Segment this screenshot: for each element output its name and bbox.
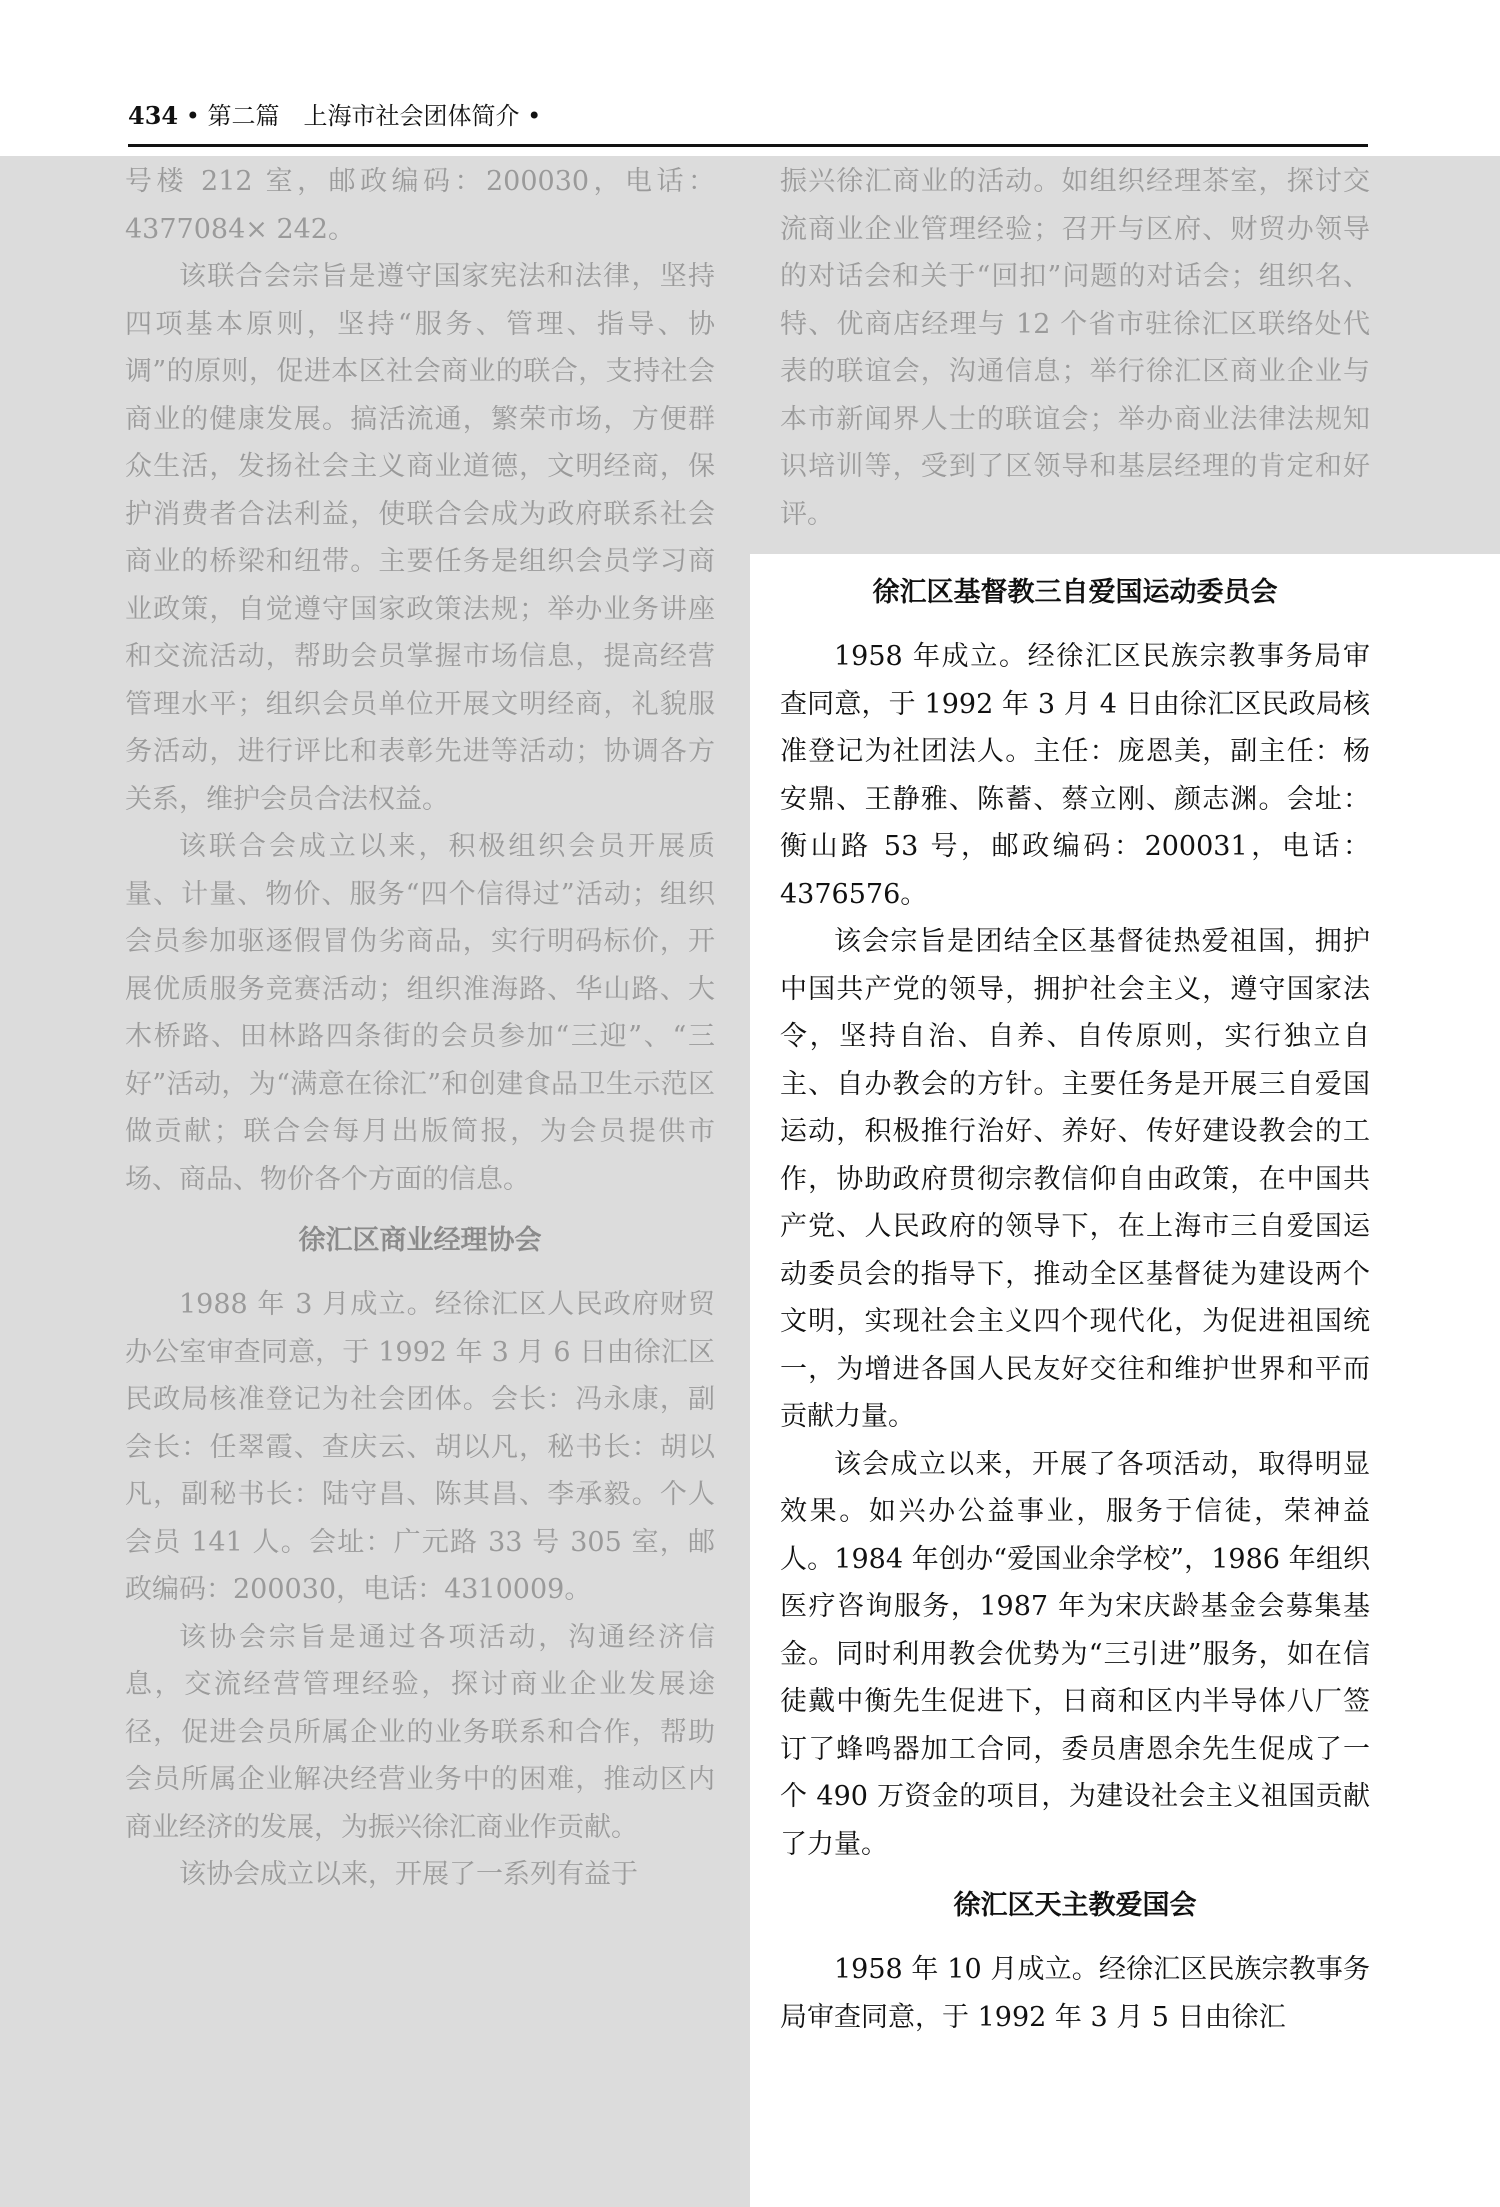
paragraph: 1988 年 3 月成立。经徐汇区人民政府财贸办公室审查同意，于 1992 年 3 月 6 日由徐汇区民政局核准登记为社会团体。会长：冯永康，副会长：任翠霞、查庆云、胡以凡，秘书长：胡以凡，副秘书长：陆守昌、陈其昌、李承毅。个人会员 141 人。会址：广元路 33 号 305 室，邮政编码：200030，电话：4310009。	[125, 1289, 715, 1605]
paragraph: 该协会宗旨是通过各项活动，沟通经济信息，交流经营管理经验，探讨商业企业发展途径，促进会员所属企业的业务联系和合作，帮助会员所属企业解决经营业务中的困难，推动区内商业经济的发展，为振兴徐汇商业作贡献。	[125, 1621, 715, 1843]
paragraph: 该联合会宗旨是遵守国家宪法和法律，坚持四项基本原则，坚持“服务、管理、指导、协调”的原则，促进本区社会商业的联合，支持社会商业的健康发展。搞活流通，繁荣市场，方便群众生活，发扬社会主义商业道德，文明经商，保护消费者合法利益，使联合会成为政府联系社会商业的桥梁和纽带。主要任务是组织会员学习商业政策，自觉遵守国家政策法规；举办业务讲座和交流活动，帮助会员掌握市场信息，提高经营管理水平；组织会员单位开展文明经商，礼貌服务活动，进行评比和表彰先进等活动；协调各方关系，维护会员合法权益。	[125, 261, 715, 815]
paragraph: 该会成立以来，开展了各项活动，取得明显效果。如兴办公益事业，服务于信徒，荣神益人。1984 年创办“爱国业余学校”，1986 年组织医疗咨询服务，1987 年为宋庆龄基金会募集基金。同时利用教会优势为“三引进”服务，如在信徒戴中衡先生促进下，日商和区内半导体八厂签订了蜂鸣器加工合同，委员唐恩余先生促成了一个 490 万资金的项目，为建设社会主义祖国贡献了力量。	[780, 1448, 1370, 1860]
section-heading: 徐汇区商业经理协会	[298, 1225, 542, 1256]
running-header	[128, 96, 1368, 136]
left-column	[125, 158, 715, 1899]
right-column	[780, 565, 1370, 2041]
paragraph: 振兴徐汇商业的活动。如组织经理茶室，探讨交流商业企业管理经验；召开与区府、财贸办领导的对话会和关于“回扣”问题的对话会；组织名、特、优商店经理与 12 个省市驻徐汇区联络处代表的联谊会，沟通信息；举行徐汇区商业企业与本市新闻界人士的联谊会；举办商业法律法规知识培训等，受到了区领导和基层经理的肯定和好评。	[780, 166, 1370, 530]
paragraph: 号楼 212 室，邮政编码：200030，电话：4377084× 242。	[125, 166, 715, 245]
page-number: 434	[128, 101, 179, 130]
section-heading: 徐汇区基督教三自爱国运动委员会	[872, 577, 1278, 608]
paragraph: 该会宗旨是团结全区基督徒热爱祖国，拥护中国共产党的领导，拥护社会主义，遵守国家法令，坚持自治、自养、自传原则，实行独立自主、自办教会的方针。主要任务是开展三自爱国运动，积极推行治好、养好、传好建设教会的工作，协助政府贯彻宗教信仰自由政策，在中国共产党、人民政府的领导下，在上海市三自爱国运动委员会的指导下，推动全区基督徒为建设两个文明，实现社会主义四个现代化，为促进祖国统一，为增进各国人民友好交往和维护世界和平而贡献力量。	[780, 926, 1370, 1432]
paragraph: 1958 年 10 月成立。经徐汇区民族宗教事务局审查同意，于 1992 年 3 月 5 日由徐汇	[780, 1954, 1370, 2033]
right-column-shaded	[780, 158, 1370, 538]
section-heading: 徐汇区天主教爱国会	[953, 1890, 1197, 1921]
running-title: • 第二篇 上海市社会团体简介 •	[178, 102, 542, 130]
paragraph: 该协会成立以来，开展了一系列有益于	[179, 1859, 638, 1890]
header-rule	[128, 144, 1368, 147]
paragraph: 该联合会成立以来，积极组织会员开展质量、计量、物价、服务“四个信得过”活动；组织会员参加驱逐假冒伪劣商品，实行明码标价，开展优质服务竞赛活动；组织淮海路、华山路、大木桥路、田林路四条街的会员参加“三迎”、“三好”活动，为“满意在徐汇”和创建食品卫生示范区做贡献；联合会每月出版简报，为会员提供市场、商品、物价各个方面的信息。	[125, 831, 715, 1195]
paragraph: 1958 年成立。经徐汇区民族宗教事务局审查同意，于 1992 年 3 月 4 日由徐汇区民政局核准登记为社团法人。主任：庞恩美，副主任：杨安鼎、王静雅、陈蓄、蔡立刚、颜志渊。会址：衡山路 53 号，邮政编码：200031，电话：4376576。	[780, 641, 1370, 910]
